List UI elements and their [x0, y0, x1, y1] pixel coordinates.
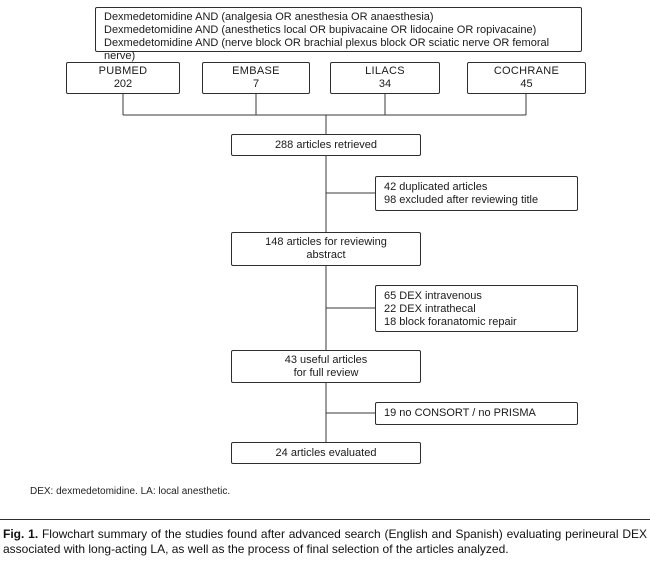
db-box-embase	[202, 62, 310, 94]
excluded-abstract-box	[375, 285, 578, 332]
db-count-cochrane: 45	[520, 78, 533, 90]
search-query-box	[95, 7, 582, 62]
db-name-lilacs: LILACS	[365, 65, 405, 77]
excluded-abstract-line-1: 65 DEX intravenous	[384, 290, 482, 302]
evaluated-articles-label: 24 articles evaluated	[275, 446, 377, 459]
evaluated-articles-box	[231, 442, 421, 464]
excluded-title-box	[375, 176, 578, 211]
abstract-review-line-2: abstract	[306, 249, 346, 261]
excluded-title-line-1: 42 duplicated articles	[384, 181, 488, 193]
full-review-line-1: 43 useful articles	[284, 353, 368, 366]
db-count-pubmed: 202	[113, 78, 133, 90]
db-box-pubmed	[66, 62, 180, 94]
abbreviations-footnote: DEX: dexmedetomidine. LA: local anesthetic.	[30, 486, 231, 497]
db-box-cochrane	[467, 62, 586, 94]
abstract-review-box	[231, 232, 421, 266]
excluded-abstract-line-3: 18 block foranatomic repair	[384, 316, 517, 328]
db-name-cochrane: COCHRANE	[493, 65, 560, 77]
full-review-line-2: for full review	[293, 366, 359, 379]
retrieved-articles-box	[231, 134, 421, 156]
excluded-quality-label: 19 no CONSORT / no PRISMA	[384, 407, 536, 419]
abstract-review-line-1: 148 articles for reviewing	[265, 236, 387, 248]
db-count-lilacs: 34	[378, 78, 392, 90]
db-count-embase: 7	[252, 78, 260, 90]
db-box-lilacs	[330, 62, 440, 94]
figure-caption-label: Fig. 1.	[3, 527, 39, 541]
search-query-line-3: Dexmedetomidine AND (nerve block OR brachial plexus block OR sciatic nerve OR femoral nerve)	[104, 37, 550, 62]
figure-caption	[3, 527, 647, 557]
search-query-line-1: Dexmedetomidine AND (analgesia OR anesthesia OR anaesthesia)	[104, 11, 434, 23]
full-review-box	[231, 350, 421, 383]
excluded-quality-box	[375, 402, 578, 425]
figure-caption-text: Flowchart summary of the studies found after advanced search (English and Spanish) evaluating perineural DEX associated with long-acting LA, as well as the process of final selection of the articles analyzed.	[3, 527, 647, 556]
excluded-title-line-2: 98 excluded after reviewing title	[384, 194, 539, 206]
search-query-line-2: Dexmedetomidine AND (anesthetics local OR bupivacaine OR lidocaine OR ropivacaine)	[104, 24, 537, 36]
retrieved-articles-label: 288 articles retrieved	[274, 138, 378, 151]
db-name-pubmed: PUBMED	[98, 65, 148, 77]
db-name-embase: EMBASE	[232, 65, 280, 77]
excluded-abstract-line-2: 22 DEX intrathecal	[384, 303, 476, 315]
caption-divider	[0, 519, 650, 520]
